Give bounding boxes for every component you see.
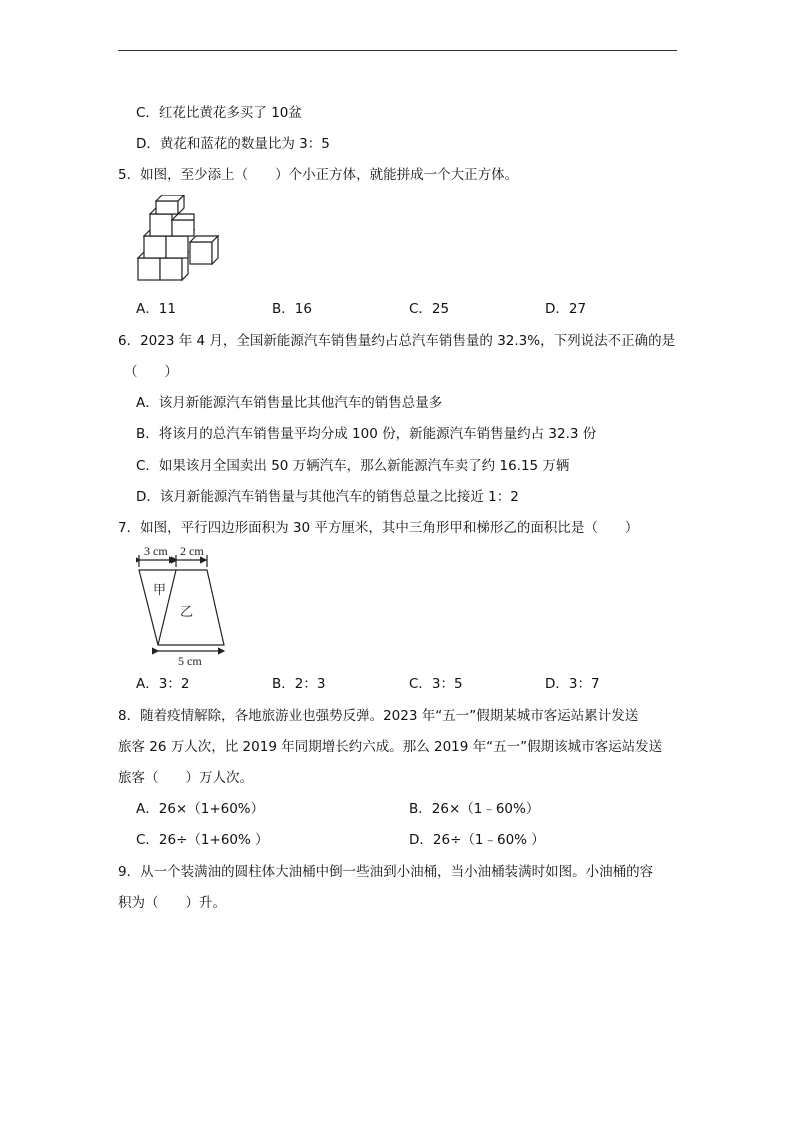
q7-label-jia: 甲 (153, 582, 167, 597)
q6-stem-line1: 6．2023 年 4 月，全国新能源汽车销售量约占总汽车销售量的 32.3%，下列说法不正确的是 (118, 333, 676, 349)
q8-option-a: A．26×（1+60%） (136, 801, 265, 817)
header-rule (118, 50, 677, 51)
q8-option-b: B．26×（1﹣60%） (409, 801, 540, 817)
q6-option-a: A．该月新能源汽车销售量比其他汽车的销售总量多 (136, 395, 443, 411)
q8-stem-line3: 旅客（ ）万人次。 (118, 770, 253, 786)
q7-option-c: C．3：5 (409, 676, 463, 692)
parallelogram-figure (136, 541, 232, 669)
q7-label-2cm: 2 cm (180, 544, 204, 558)
q9-stem-line2: 积为（ ）升。 (118, 895, 226, 911)
q6-stem-line2: （ ） (124, 364, 178, 380)
q6-option-d: D．该月新能源汽车销售量与其他汽车的销售总量之比接近 1：2 (136, 489, 519, 505)
q5-option-b: B．16 (272, 301, 312, 317)
q8-option-d: D．26÷（1﹣60% ） (409, 832, 545, 848)
q7-label-5cm: 5 cm (178, 654, 202, 668)
q9-stem-line1: 9．从一个装满油的圆柱体大油桶中倒一些油到小油桶，当小油桶装满时如图。小油桶的容 (118, 864, 654, 880)
q5-stem: 5．如图，至少添上（ ）个小正方体，就能拼成一个大正方体。 (118, 167, 519, 183)
q7-label-yi: 乙 (180, 604, 194, 619)
q8-stem-line2: 旅客 26 万人次，比 2019 年同期增长约六成。那么 2019 年“五一”假期该城市客运站发送 (118, 739, 663, 755)
q5-option-c: C．25 (409, 301, 450, 317)
q6-option-c: C．如果该月全国卖出 50 万辆汽车，那么新能源汽车卖了约 16.15 万辆 (136, 458, 570, 474)
prev-option-d: D．黄花和蓝花的数量比为 3：5 (136, 136, 330, 152)
q8-stem-line1: 8．随着疫情解除，各地旅游业也强势反弹。2023 年“五一”假期某城市客运站累计发送 (118, 708, 639, 724)
q7-option-b: B．2：3 (272, 676, 326, 692)
q6-option-b: B．将该月的总汽车销售量平均分成 100 份，新能源汽车销售量约占 32.3 份 (136, 426, 597, 442)
q5-option-a: A．11 (136, 301, 176, 317)
q7-option-d: D．3：7 (545, 676, 600, 692)
prev-option-c: C．红花比黄花多买了 10盆 (136, 105, 302, 121)
q7-label-3cm: 3 cm (144, 544, 168, 558)
q5-option-d: D．27 (545, 301, 587, 317)
q7-stem: 7．如图，平行四边形面积为 30 平方厘米，其中三角形甲和梯形乙的面积比是（ ） (118, 520, 639, 536)
q7-option-a: A．3：2 (136, 676, 190, 692)
q8-option-c: C．26÷（1+60% ） (136, 832, 269, 848)
cube-stack-figure (134, 195, 226, 287)
